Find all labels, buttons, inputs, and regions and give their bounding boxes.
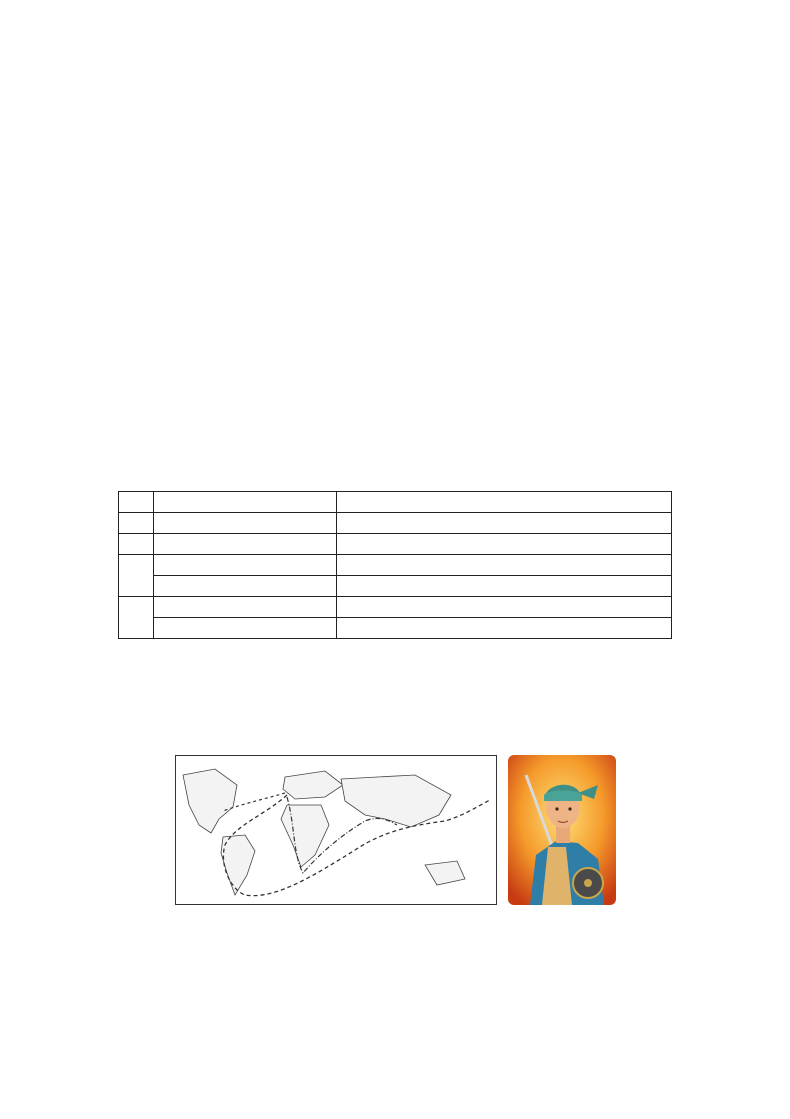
table-row bbox=[119, 555, 672, 576]
content-cell bbox=[337, 618, 672, 639]
document-table bbox=[118, 491, 672, 639]
title-blank[interactable] bbox=[154, 597, 337, 618]
table-row bbox=[119, 576, 672, 597]
table-row bbox=[119, 597, 672, 618]
table-row bbox=[119, 513, 672, 534]
table-header-content bbox=[337, 492, 672, 513]
country-cell bbox=[119, 513, 154, 534]
heroine-portrait-image bbox=[508, 755, 616, 905]
table-header-row bbox=[119, 492, 672, 513]
content-cell bbox=[337, 597, 672, 618]
title-blank[interactable] bbox=[154, 513, 337, 534]
country-cell bbox=[119, 534, 154, 555]
content-cell bbox=[337, 576, 672, 597]
title-blank[interactable] bbox=[154, 555, 337, 576]
country-cell bbox=[119, 597, 154, 639]
table-header-country bbox=[119, 492, 154, 513]
table-row bbox=[119, 534, 672, 555]
content-cell bbox=[337, 513, 672, 534]
content-cell bbox=[337, 534, 672, 555]
country-cell bbox=[119, 555, 154, 597]
title-blank[interactable] bbox=[154, 534, 337, 555]
content-cell bbox=[337, 555, 672, 576]
title-blank[interactable] bbox=[154, 576, 337, 597]
title-blank[interactable] bbox=[154, 618, 337, 639]
world-map-figure bbox=[175, 755, 497, 905]
table-header-title bbox=[154, 492, 337, 513]
table-row bbox=[119, 618, 672, 639]
